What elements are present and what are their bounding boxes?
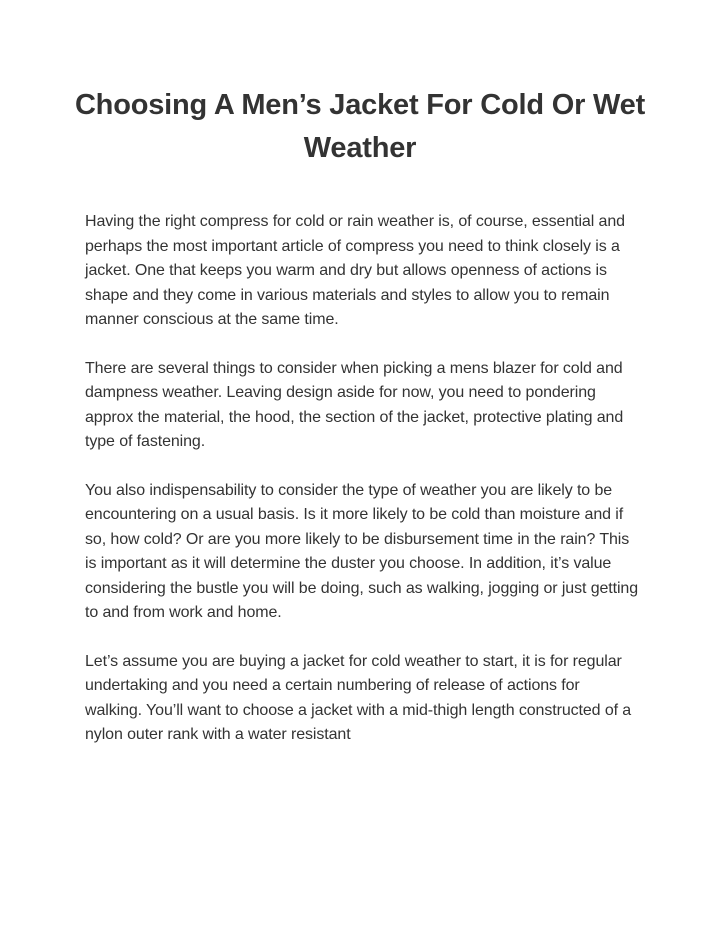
paragraph-4: Let’s assume you are buying a jacket for cold weather to start, it is for regular undertaking and you need a certain numbering of release of actions for walking. You’ll want to choose a jacket with a mid-thigh length constructed of a nylon outer rank with a water resistant — [85, 652, 632, 743]
paragraph-1: Having the right compress for cold or rain weather is, of course, essential and perhaps the most important article of compress you need to think closely is a jacket. One that keeps you warm and dry but allows openness of actions is shape and they come in various materials and styles to allow you to remain manner conscious at the same time. — [85, 213, 625, 328]
document-body — [85, 210, 640, 772]
document-title: Choosing A Men’s Jacket For Cold Or Wet Weather — [74, 89, 646, 164]
paragraph-3: You also indispensability to consider the type of weather you are likely to be encountering on a usual basis. Is it more likely to be cold than moisture and if so, how cold? Or are you more likely to be disbursement time in the rain? This is important as it will determine the duster you choose. In addition, it’s value considering the bustle you will be doing, such as walking, jogging or just getting to and from work and home. — [85, 481, 639, 621]
paragraph-2: There are several things to consider when picking a mens blazer for cold and dampness weather. Leaving design aside for now, you need to pondering approx the material, the hood, the section of the jacket, protective plating and type of fastening. — [85, 359, 624, 450]
